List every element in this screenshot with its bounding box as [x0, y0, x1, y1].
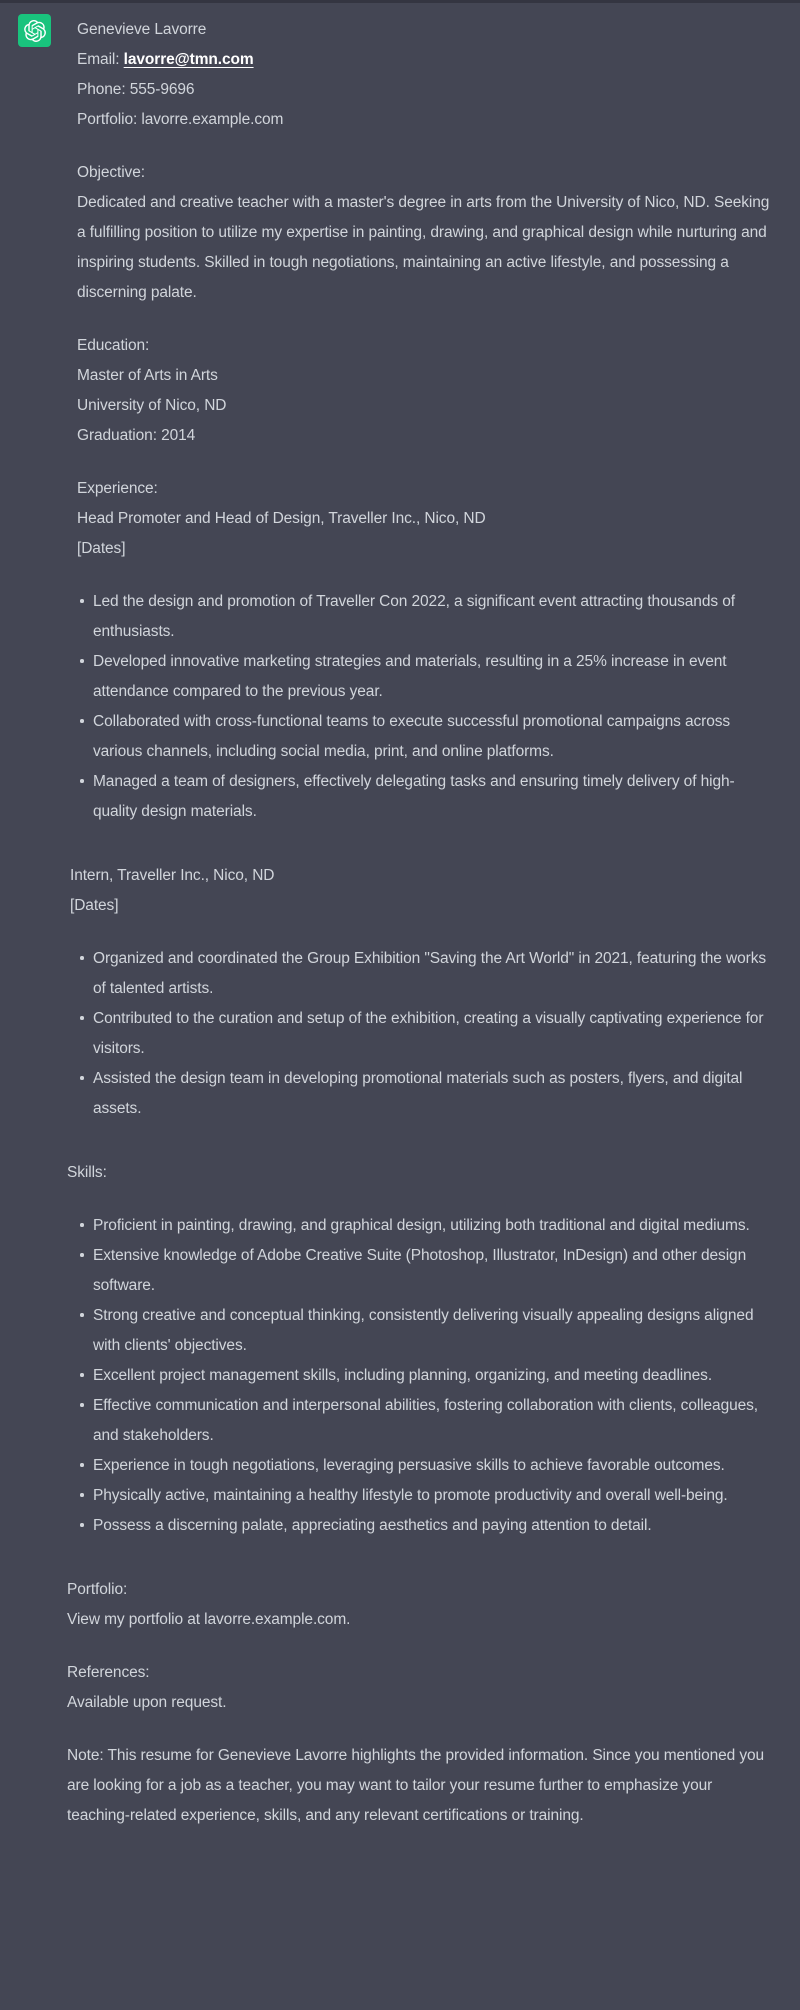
contact-portfolio: Portfolio: lavorre.example.com [77, 111, 284, 128]
education-school: University of Nico, ND [77, 397, 227, 414]
objective-heading: Objective: [77, 164, 145, 181]
list-item: Excellent project management skills, including planning, organizing, and meeting deadlines. [77, 1361, 771, 1391]
list-item: Effective communication and interpersonal abilities, fostering collaboration with clients, colleagues, and stakeholders. [77, 1391, 771, 1451]
job2-title: Intern, Traveller Inc., Nico, ND [70, 867, 275, 884]
references-body: Available upon request. [67, 1694, 227, 1711]
chatgpt-logo-icon [24, 20, 46, 42]
portfolio-body: View my portfolio at lavorre.example.com. [67, 1611, 351, 1628]
list-item: Organized and coordinated the Group Exhibition "Saving the Art World" in 2021, featuring the works of talented artists. [77, 944, 771, 1004]
job1-bullet-list [77, 587, 771, 827]
objective-section [77, 158, 771, 308]
skills-bullet-list [77, 1211, 771, 1541]
email-label: Email: [77, 51, 124, 68]
list-item: Strong creative and conceptual thinking, consistently delivering visually appealing designs aligned with clients' objectives. [77, 1301, 771, 1361]
list-item: Physically active, maintaining a healthy lifestyle to promote productivity and overall well-being. [77, 1481, 771, 1511]
job1-title: Head Promoter and Head of Design, Traveller Inc., Nico, ND [77, 510, 486, 527]
job2-dates: [Dates] [70, 897, 119, 914]
list-item: Contributed to the curation and setup of the exhibition, creating a visually captivating experience for visitors. [77, 1004, 771, 1064]
contact-email-line [77, 45, 771, 75]
list-item: Extensive knowledge of Adobe Creative Suite (Photoshop, Illustrator, InDesign) and other design software. [77, 1241, 771, 1301]
assistant-message [0, 3, 800, 1831]
portfolio-section [67, 1575, 771, 1635]
note-paragraph: Note: This resume for Genevieve Lavorre highlights the provided information. Since you mentioned you are looking for a job as a teacher, you may want to tailor your resume further to emphasize your teaching-related experience, skills, and any relevant certifications or training. [67, 1747, 765, 1824]
education-heading: Education: [77, 337, 150, 354]
portfolio-heading: Portfolio: [67, 1581, 128, 1598]
experience-job1-header [77, 474, 771, 564]
education-graduation: Graduation: 2014 [77, 427, 196, 444]
objective-body: Dedicated and creative teacher with a master's degree in arts from the University of Nico, ND. Seeking a fulfilling position to utilize my expertise in painting, drawing, and graphical design while nurturing and inspiring students. Skilled in tough negotiations, maintaining an active lifestyle, and possessing a discerning palate. [77, 194, 770, 301]
references-section [67, 1658, 771, 1718]
job2-bullet-list [77, 944, 771, 1124]
job1-dates: [Dates] [77, 540, 126, 557]
contact-name: Genevieve Lavorre [77, 21, 207, 38]
contact-phone: Phone: 555-9696 [77, 81, 195, 98]
skills-heading: Skills: [67, 1164, 107, 1181]
experience-heading: Experience: [77, 480, 158, 497]
list-item: Possess a discerning palate, appreciating aesthetics and paying attention to detail. [77, 1511, 771, 1541]
contact-block [77, 15, 771, 135]
experience-job2-header [70, 861, 771, 921]
email-link[interactable]: lavorre@tmn.com [123, 51, 254, 68]
list-item: Collaborated with cross-functional teams to execute successful promotional campaigns across various channels, including social media, print, and online platforms. [77, 707, 771, 767]
list-item: Experience in tough negotiations, leveraging persuasive skills to achieve favorable outcomes. [77, 1451, 771, 1481]
references-heading: References: [67, 1664, 150, 1681]
list-item: Managed a team of designers, effectively delegating tasks and ensuring timely delivery of high-quality design materials. [77, 767, 771, 827]
list-item: Developed innovative marketing strategies and materials, resulting in a 25% increase in event attendance compared to the previous year. [77, 647, 771, 707]
education-degree: Master of Arts in Arts [77, 367, 218, 384]
education-section [77, 331, 771, 451]
list-item: Assisted the design team in developing promotional materials such as posters, flyers, and digital assets. [77, 1064, 771, 1124]
skills-heading-block [67, 1158, 771, 1188]
list-item: Proficient in painting, drawing, and graphical design, utilizing both traditional and digital mediums. [77, 1211, 771, 1241]
list-item: Led the design and promotion of Traveller Con 2022, a significant event attracting thousands of enthusiasts. [77, 587, 771, 647]
assistant-avatar [18, 14, 51, 47]
